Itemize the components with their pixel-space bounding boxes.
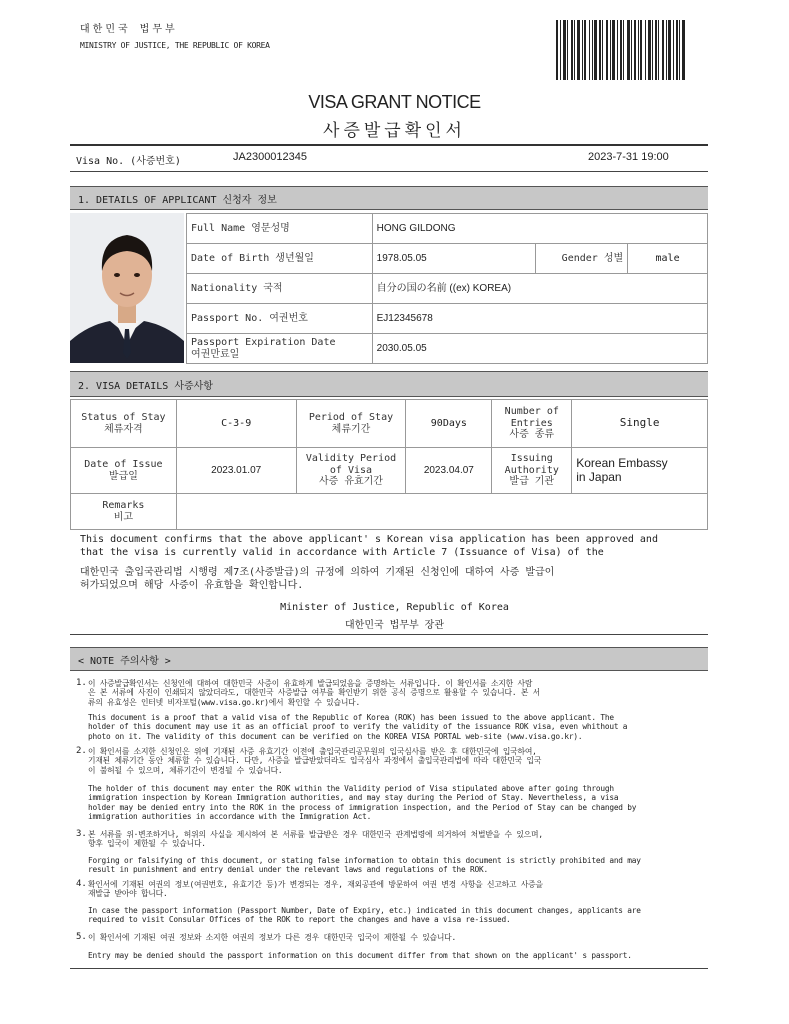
table-row (187, 274, 708, 304)
table-row (187, 304, 708, 334)
full-name-value: HONG GILDONG (372, 214, 707, 244)
visa-section-title: 2. VISA DETAILS 사증사항 (78, 380, 213, 392)
note-1-korean: 이 사증발급확인서는 신청인에 대하여 대한민국 사증이 유효하게 발급되었음을 증명하는 서류입니다. 이 확인서를 소지한 사람 은 본 서류에 사진이 인쇄되지 않았더라도, 대한민국 사증발급 여부를 확인받기 위한 공식 증명으로 활용할 수 있습니다. 본 서 류의 유효성은 인터넷 비자포털(www.visa.go.kr)에서 확인할 수 있습니다. (88, 679, 540, 707)
divider (70, 171, 708, 172)
date-of-issue-label: Date of Issue 발급일 (71, 448, 177, 494)
ministry-name-english: MINISTRY OF JUSTICE, THE REPUBLIC OF KOREA (80, 41, 270, 50)
document-title-english: VISA GRANT NOTICE (308, 92, 481, 112)
applicant-details-table (186, 213, 708, 364)
visa-section-header (70, 371, 708, 397)
note-5-english: Entry may be denied should the passport information on this document differ from that shown on the applicant' s passport. (88, 951, 632, 960)
table-row (71, 400, 708, 448)
table-row (71, 448, 708, 494)
passport-number-value: EJ12345678 (372, 304, 707, 334)
note-2-korean: 이 확인서를 소지한 신청인은 위에 기재된 사증 유효기간 이전에 출입국관리공무원의 입국심사를 받은 후 대한민국에 입국하여, 기재된 체류기간 동안 체류할 수 있습니다. 다만, 사증을 발급받았더라도 입국심사 과정에서 출입국관리법에 따라 대한민국 입국 이 불허될 수 있으며, 체류기간이 변경될 수 있습니다. (88, 747, 542, 775)
divider (70, 144, 708, 146)
note-number: 2. (76, 746, 87, 756)
notes-section-title: < NOTE 주의사항 > (78, 655, 171, 667)
visa-number-label: Visa No. (사증번호) (76, 156, 181, 167)
date-of-birth-label: Date of Birth 생년월일 (187, 244, 373, 274)
passport-expiration-label: Passport Expiration Date 여권만료일 (187, 334, 373, 364)
date-of-birth-value: 1978.05.05 (372, 244, 536, 274)
applicant-section-header (70, 186, 708, 210)
barcode-icon (556, 20, 723, 80)
validity-period-label: Validity Period of Visa 사증 유효기간 (296, 448, 406, 494)
date-of-issue-value: 2023.01.07 (176, 448, 296, 494)
validity-period-value: 2023.04.07 (406, 448, 492, 494)
nationality-label: Nationality 국적 (187, 274, 373, 304)
period-of-stay-value: 90Days (406, 400, 492, 448)
table-row (71, 494, 708, 530)
table-row (187, 334, 708, 364)
divider (70, 634, 708, 635)
issue-timestamp: 2023-7-31 19:00 (588, 151, 669, 163)
visa-number: JA2300012345 (233, 151, 308, 163)
signer-english: Minister of Justice, Republic of Korea (280, 602, 509, 613)
gender-value: male (628, 244, 708, 274)
divider (70, 968, 708, 969)
note-1-english: This document is a proof that a valid visa of the Republic of Korea (ROK) has been issued to the above applicant. The holder of this document may use it as an official proof to verify the validity of the issuance ROK visa, even whithout a photo on it. The validity of this document can be verified on the KOREA VISA PORTAL web-site (www.visa.go.kr). (88, 713, 628, 741)
confirmation-korean: 대한민국 출입국관리법 시행령 제7조(사증발급)의 규정에 의하여 기재된 신청인에 대하여 사증 발급이 허가되었으며 해당 사증이 유효함을 확인합니다. (80, 567, 555, 591)
note-4-english: In case the passport information (Passport Number, Date of Expiry, etc.) indicated in this document changes, applicants are required to visit Consular Offices of the ROK to report the changes and have a visa re-issued. (88, 906, 641, 925)
note-2-english: The holder of this document may enter the ROK within the Validity period of Visa stipulated above after going through immigration inspection by Korean Immigration authorities, and may stay during the Period of Stay. Nevertheless, a visa holder may be denied entry into the ROK in the process of immigration inspection, and the Period of Stay can be changed by immigration authorities in accordance with the Immigration Act. (88, 784, 637, 822)
note-5-korean: 이 확인서에 기재된 여권 정보와 소지한 여권의 정보가 다른 경우 대한민국 입국이 제한될 수 있습니다. (88, 933, 457, 942)
period-of-stay-label: Period of Stay 체류기간 (296, 400, 406, 448)
note-number: 3. (76, 829, 87, 839)
visa-details-table (70, 399, 708, 530)
applicant-section-title: 1. DETAILS OF APPLICANT 신청자 정보 (78, 194, 277, 206)
status-of-stay-value: C-3-9 (176, 400, 296, 448)
note-number: 4. (76, 879, 87, 889)
gender-label: Gender 성별 (536, 244, 628, 274)
passport-expiration-value: 2030.05.05 (372, 334, 707, 364)
table-row (187, 214, 708, 244)
ministry-name-korean: 대한민국 법무부 (80, 24, 178, 35)
note-number: 1. (76, 678, 87, 688)
document-title-korean: 사증발급확인서 (323, 121, 466, 140)
note-3-english: Forging or falsifying of this document, or stating false information to obtain this document is strictly prohibited and may result in punishment and entry denial under the relevant laws and regulations of the ROK. (88, 856, 641, 875)
number-of-entries-label: Number of Entries 사증 종류 (492, 400, 572, 448)
nationality-value: 自分の国の名前 ((ex) KOREA) (372, 274, 707, 304)
note-number: 5. (76, 932, 87, 942)
note-4-korean: 확인서에 기재된 여권의 정보(여권번호, 유효기간 등)가 변경되는 경우, 재외공관에 방문하여 여권 변경 사항을 신고하고 사증을 재발급 받아야 합니다. (88, 880, 543, 899)
passport-number-label: Passport No. 여권번호 (187, 304, 373, 334)
applicant-photo (70, 213, 184, 363)
table-row (187, 244, 708, 274)
notes-section-header (70, 647, 708, 671)
remarks-label: Remarks 비고 (71, 494, 177, 530)
issuing-authority-label: Issuing Authority 발급 기관 (492, 448, 572, 494)
note-3-korean: 본 서류를 위·변조하거나, 허위의 사실을 제시하여 본 서류를 발급받은 경우 대한민국 관계법령에 의거하여 처벌받을 수 있으며, 향후 입국이 제한될 수 있습니다. (88, 830, 543, 849)
number-of-entries-value: Single (572, 400, 708, 448)
confirmation-english: This document confirms that the above applicant' s Korean visa application has been approved and that the visa is currently valid in accordance with Article 7 (Issuance of Visa) of the (80, 534, 658, 558)
issuing-authority-value: Korean Embassy in Japan (572, 448, 708, 494)
signer-korean: 대한민국 법무부 장관 (345, 620, 444, 631)
status-of-stay-label: Status of Stay 체류자격 (71, 400, 177, 448)
full-name-label: Full Name 영문성명 (187, 214, 373, 244)
remarks-value (176, 494, 707, 530)
